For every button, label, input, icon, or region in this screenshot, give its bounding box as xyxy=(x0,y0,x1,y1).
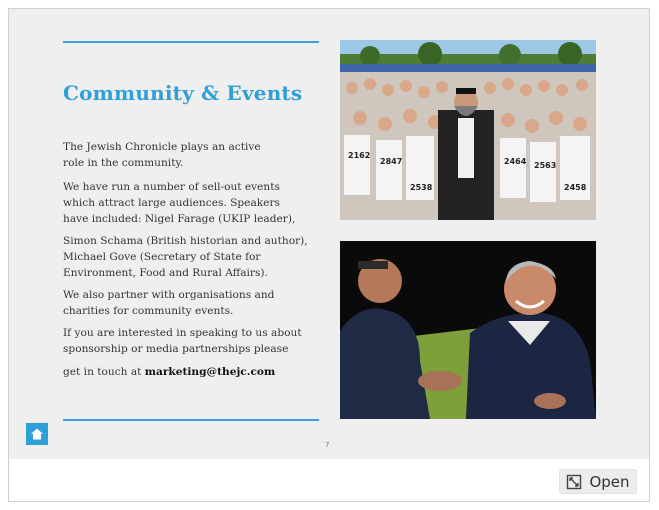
paragraph-speakers xyxy=(63,233,325,281)
text-line: The Jewish Chronicle plays an active xyxy=(63,141,261,153)
race-bib: 2847 xyxy=(380,157,403,166)
text-line: which attract large audiences. Speakers xyxy=(63,197,280,209)
contact-prefix: get in touch at xyxy=(63,366,145,378)
text-line: role in the community. xyxy=(63,157,184,169)
stage-photo-art xyxy=(340,241,596,419)
paragraph-sponsorship xyxy=(63,325,325,357)
text-line: have included: Nigel Farage (UKIP leader), xyxy=(63,213,296,225)
race-bib: 2162 xyxy=(348,151,371,160)
open-button-label: Open xyxy=(589,472,630,491)
home-button[interactable] xyxy=(26,423,48,445)
text-line: If you are interested in speaking to us about xyxy=(63,327,302,339)
expand-icon xyxy=(566,474,582,490)
text-line: We have run a number of sell-out events xyxy=(63,181,280,193)
text-line: Michael Gove (Secretary of State for xyxy=(63,251,261,263)
race-bib: 2538 xyxy=(410,183,433,192)
home-icon xyxy=(30,427,44,441)
text-line: Environment, Food and Rural Affairs). xyxy=(63,267,268,279)
text-line: sponsorship or media partnerships please xyxy=(63,343,289,355)
top-divider xyxy=(63,41,319,43)
paragraph-contact xyxy=(63,364,325,380)
paragraph-partners xyxy=(63,287,325,319)
presentation-slide xyxy=(9,9,649,459)
page-number: 7 xyxy=(325,441,330,449)
open-button[interactable] xyxy=(559,469,637,494)
speakers-on-stage-photo xyxy=(340,241,596,419)
contact-line xyxy=(63,364,325,380)
slide-title: Community & Events xyxy=(63,81,303,105)
paragraph-events xyxy=(63,179,325,227)
race-bib: 2464 xyxy=(504,157,527,166)
contact-email-link[interactable]: marketing@thejc.com xyxy=(144,366,276,378)
bottom-divider xyxy=(63,419,319,421)
text-line: We also partner with organisations and xyxy=(63,289,275,301)
text-line: Simon Schama (British historian and author), xyxy=(63,235,308,247)
race-bib: 2458 xyxy=(564,183,587,192)
text-line: charities for community events. xyxy=(63,305,234,317)
crowd-photo-art xyxy=(340,40,596,220)
race-bib: 2563 xyxy=(534,161,557,170)
paragraph-intro xyxy=(63,139,325,171)
crowd-of-runners-photo xyxy=(340,40,596,220)
